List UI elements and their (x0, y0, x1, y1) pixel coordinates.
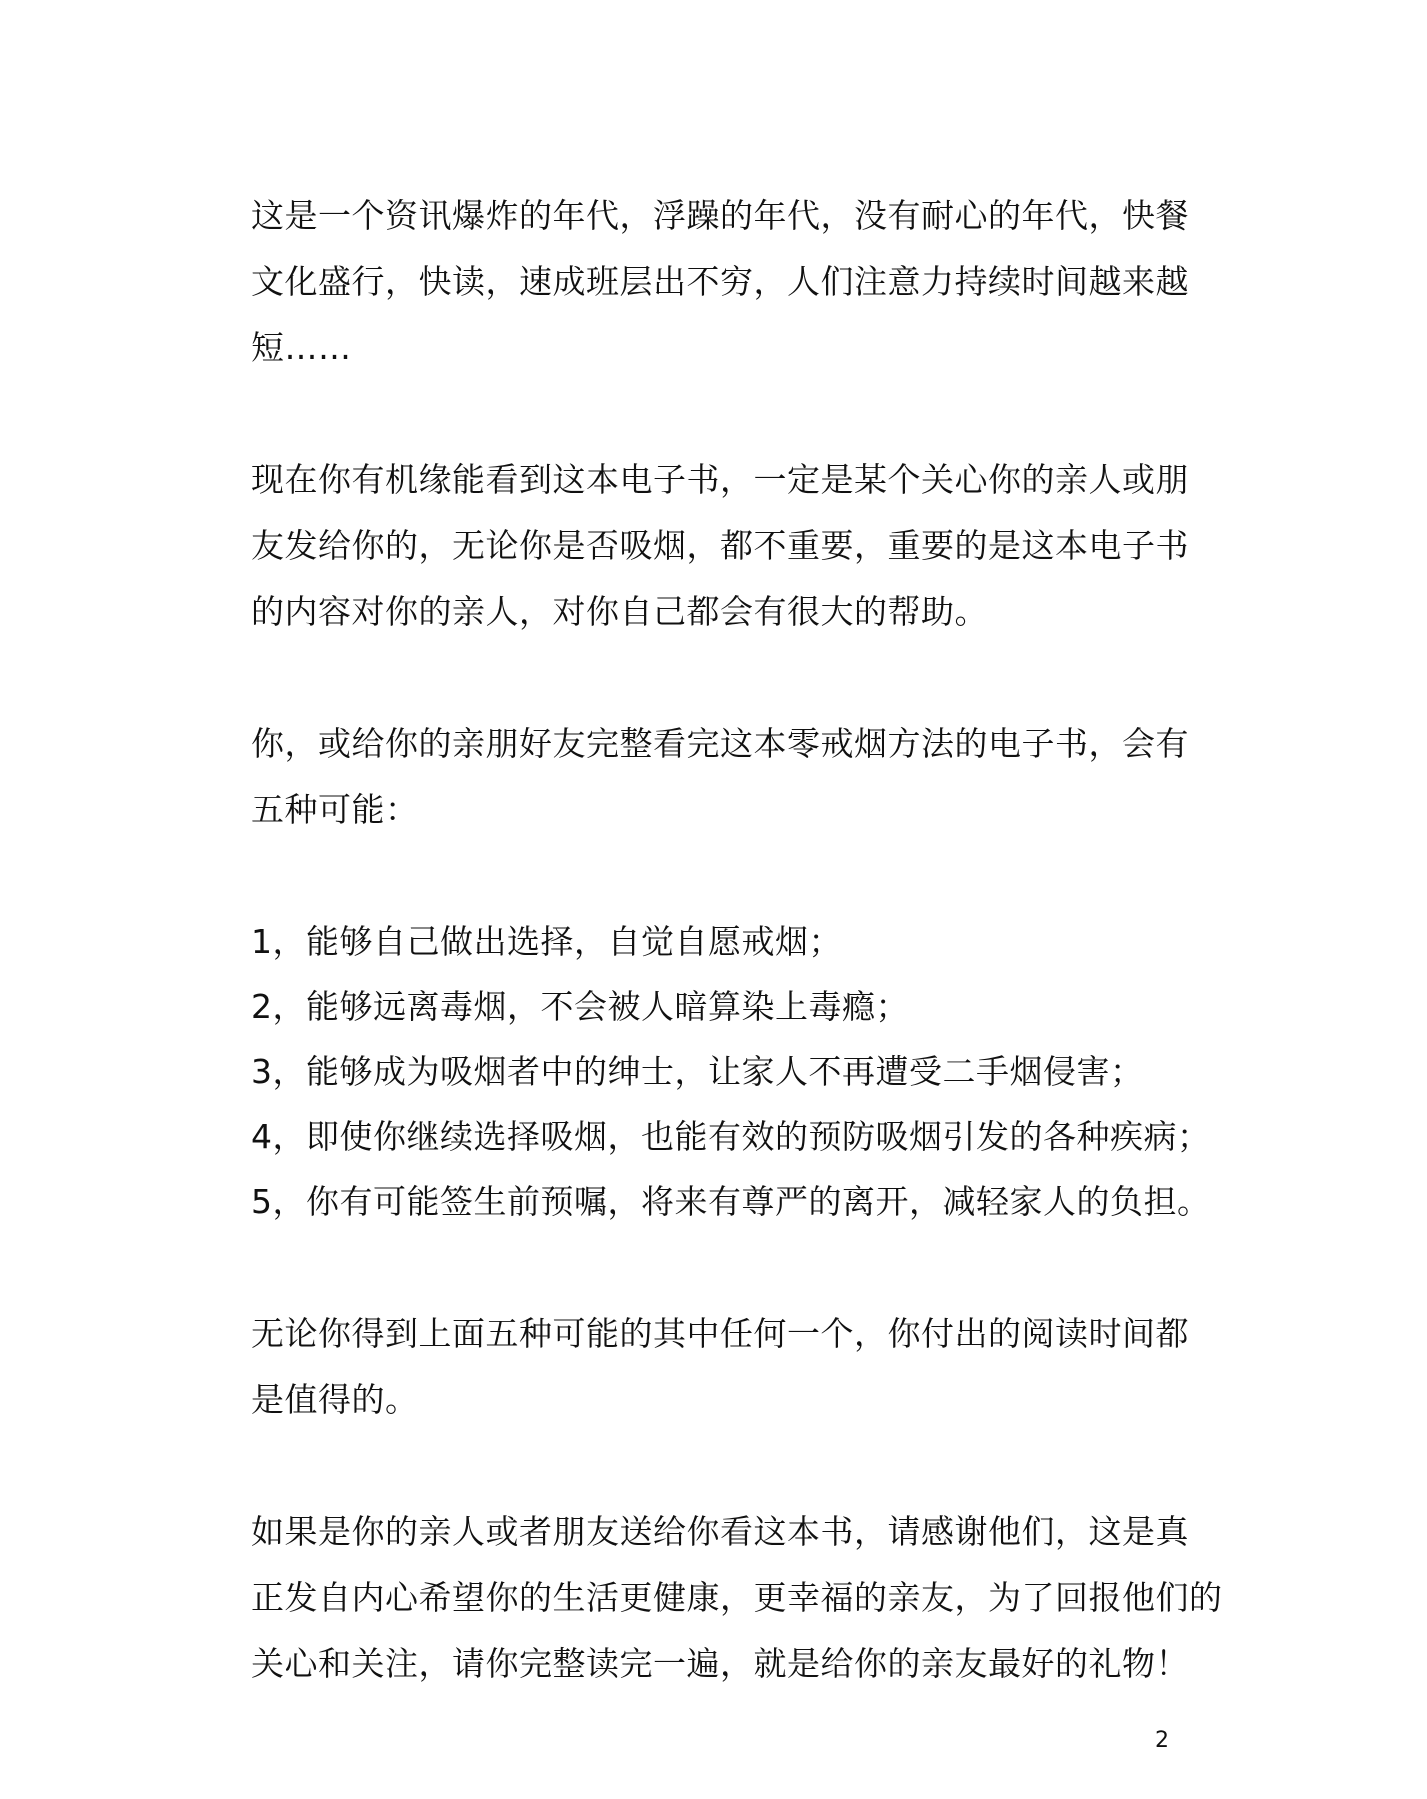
paragraph-6-line-1: 如果是你的亲人或者朋友送给你看这本书，请感谢他们，这是真 (251, 1512, 1189, 1551)
list-item-5: 5，你有可能签生前预嘱，将来有尊严的离开，减轻家人的负担。 (251, 1182, 1211, 1221)
list-item-2: 2，能够远离毒烟，不会被人暗算染上毒瘾； (251, 987, 909, 1026)
paragraph-6-line-3: 关心和关注，请你完整读完一遍，就是给你的亲友最好的礼物！ (251, 1644, 1189, 1683)
paragraph-5-line-1: 无论你得到上面五种可能的其中任何一个，你付出的阅读时间都 (251, 1314, 1189, 1353)
list-item-1: 1，能够自己做出选择，自觉自愿戒烟； (251, 922, 842, 961)
paragraph-6-line-2: 正发自内心希望你的生活更健康，更幸福的亲友，为了回报他们的 (251, 1578, 1223, 1617)
paragraph-2-line-3: 的内容对你的亲人，对你自己都会有很大的帮助。 (251, 592, 988, 631)
paragraph-3-line-2: 五种可能： (251, 790, 419, 829)
paragraph-5-line-2: 是值得的。 (251, 1380, 419, 1419)
paragraph-1-line-1: 这是一个资讯爆炸的年代，浮躁的年代，没有耐心的年代，快餐 (251, 196, 1189, 235)
list-item-4: 4，即使你继续选择吸烟，也能有效的预防吸烟引发的各种疾病； (251, 1117, 1211, 1156)
paragraph-1-line-3: 短…… (251, 328, 352, 367)
paragraph-3-line-1: 你，或给你的亲朋好友完整看完这本零戒烟方法的电子书，会有 (251, 724, 1189, 763)
page-number: 2 (1155, 1728, 1169, 1753)
list-item-3: 3，能够成为吸烟者中的绅士，让家人不再遭受二手烟侵害； (251, 1052, 1144, 1091)
paragraph-1-line-2: 文化盛行，快读，速成班层出不穷，人们注意力持续时间越来越 (251, 262, 1189, 301)
paragraph-2-line-1: 现在你有机缘能看到这本电子书，一定是某个关心你的亲人或朋 (251, 460, 1189, 499)
paragraph-2-line-2: 友发给你的，无论你是否吸烟，都不重要，重要的是这本电子书 (251, 526, 1189, 565)
